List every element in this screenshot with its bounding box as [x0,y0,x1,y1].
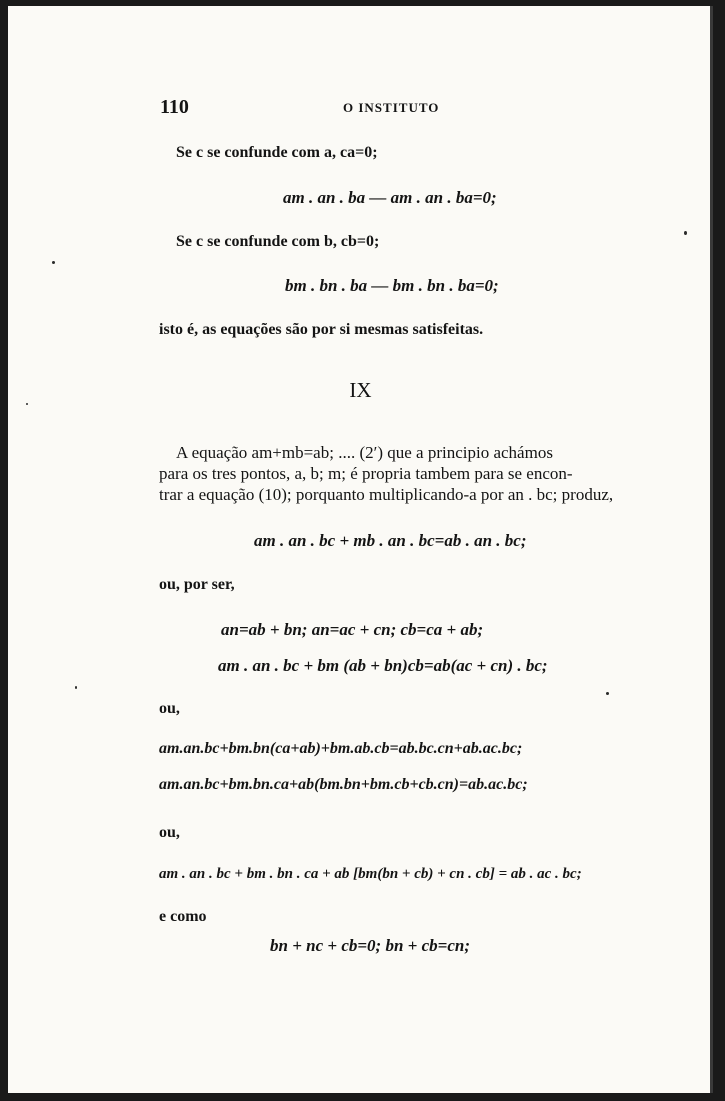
page-edge [710,6,713,1093]
paragraph-line: para os tres pontos, a, b; m; é propria tambem para se encon- [159,464,573,483]
text-line: isto é, as equações são por si mesmas satisfeitas. [159,321,484,338]
text-line: Se c se confunde com b, cb=0; [176,233,380,250]
equation-line: bm . bn . ba — bm . bn . ba=0; [285,276,499,295]
text-line: ou, [159,700,180,717]
equation-line: am.an.bc+bm.bn(ca+ab)+bm.ab.cb=ab.bc.cn+ab.ac.bc; [159,740,523,757]
text-line: ou, por ser, [159,576,235,593]
page-header [148,96,668,120]
document-page [8,6,713,1093]
equation-line: am . an . bc + bm . bn . ca + ab [bm(bn + cb) + cn . cb] = ab . ac . bc; [159,866,582,882]
section-heading: IX [349,378,372,402]
print-speck [52,261,55,264]
equation-line: am . an . ba — am . an . ba=0; [283,188,497,207]
paragraph-line: trar a equação (10); porquanto multiplicando-a por an . bc; produz, [159,485,614,504]
equation-line: am . an . bc + bm (ab + bn)cb=ab(ac + cn) . bc; [218,656,548,675]
print-speck [75,686,77,689]
running-title: O INSTITUTO [343,100,440,115]
text-line: Se c se confunde com a, ca=0; [176,144,378,161]
equation-line: am . an . bc + mb . an . bc=ab . an . bc; [254,531,527,550]
text-line: ou, [159,824,180,841]
print-speck [26,403,28,405]
equation-line: bn + nc + cb=0; bn + cb=cn; [270,936,471,955]
equation-line: an=ab + bn; an=ac + cn; cb=ca + ab; [221,620,484,639]
print-speck [606,692,609,695]
print-speck [684,231,687,235]
equation-line: am.an.bc+bm.bn.ca+ab(bm.bn+bm.cb+cb.cn)=ab.ac.bc; [159,776,528,793]
paragraph-line: A equação am+mb=ab; .... (2′) que a principio achámos [176,443,553,462]
text-line: e como [159,908,207,925]
page-number: 110 [160,96,189,118]
